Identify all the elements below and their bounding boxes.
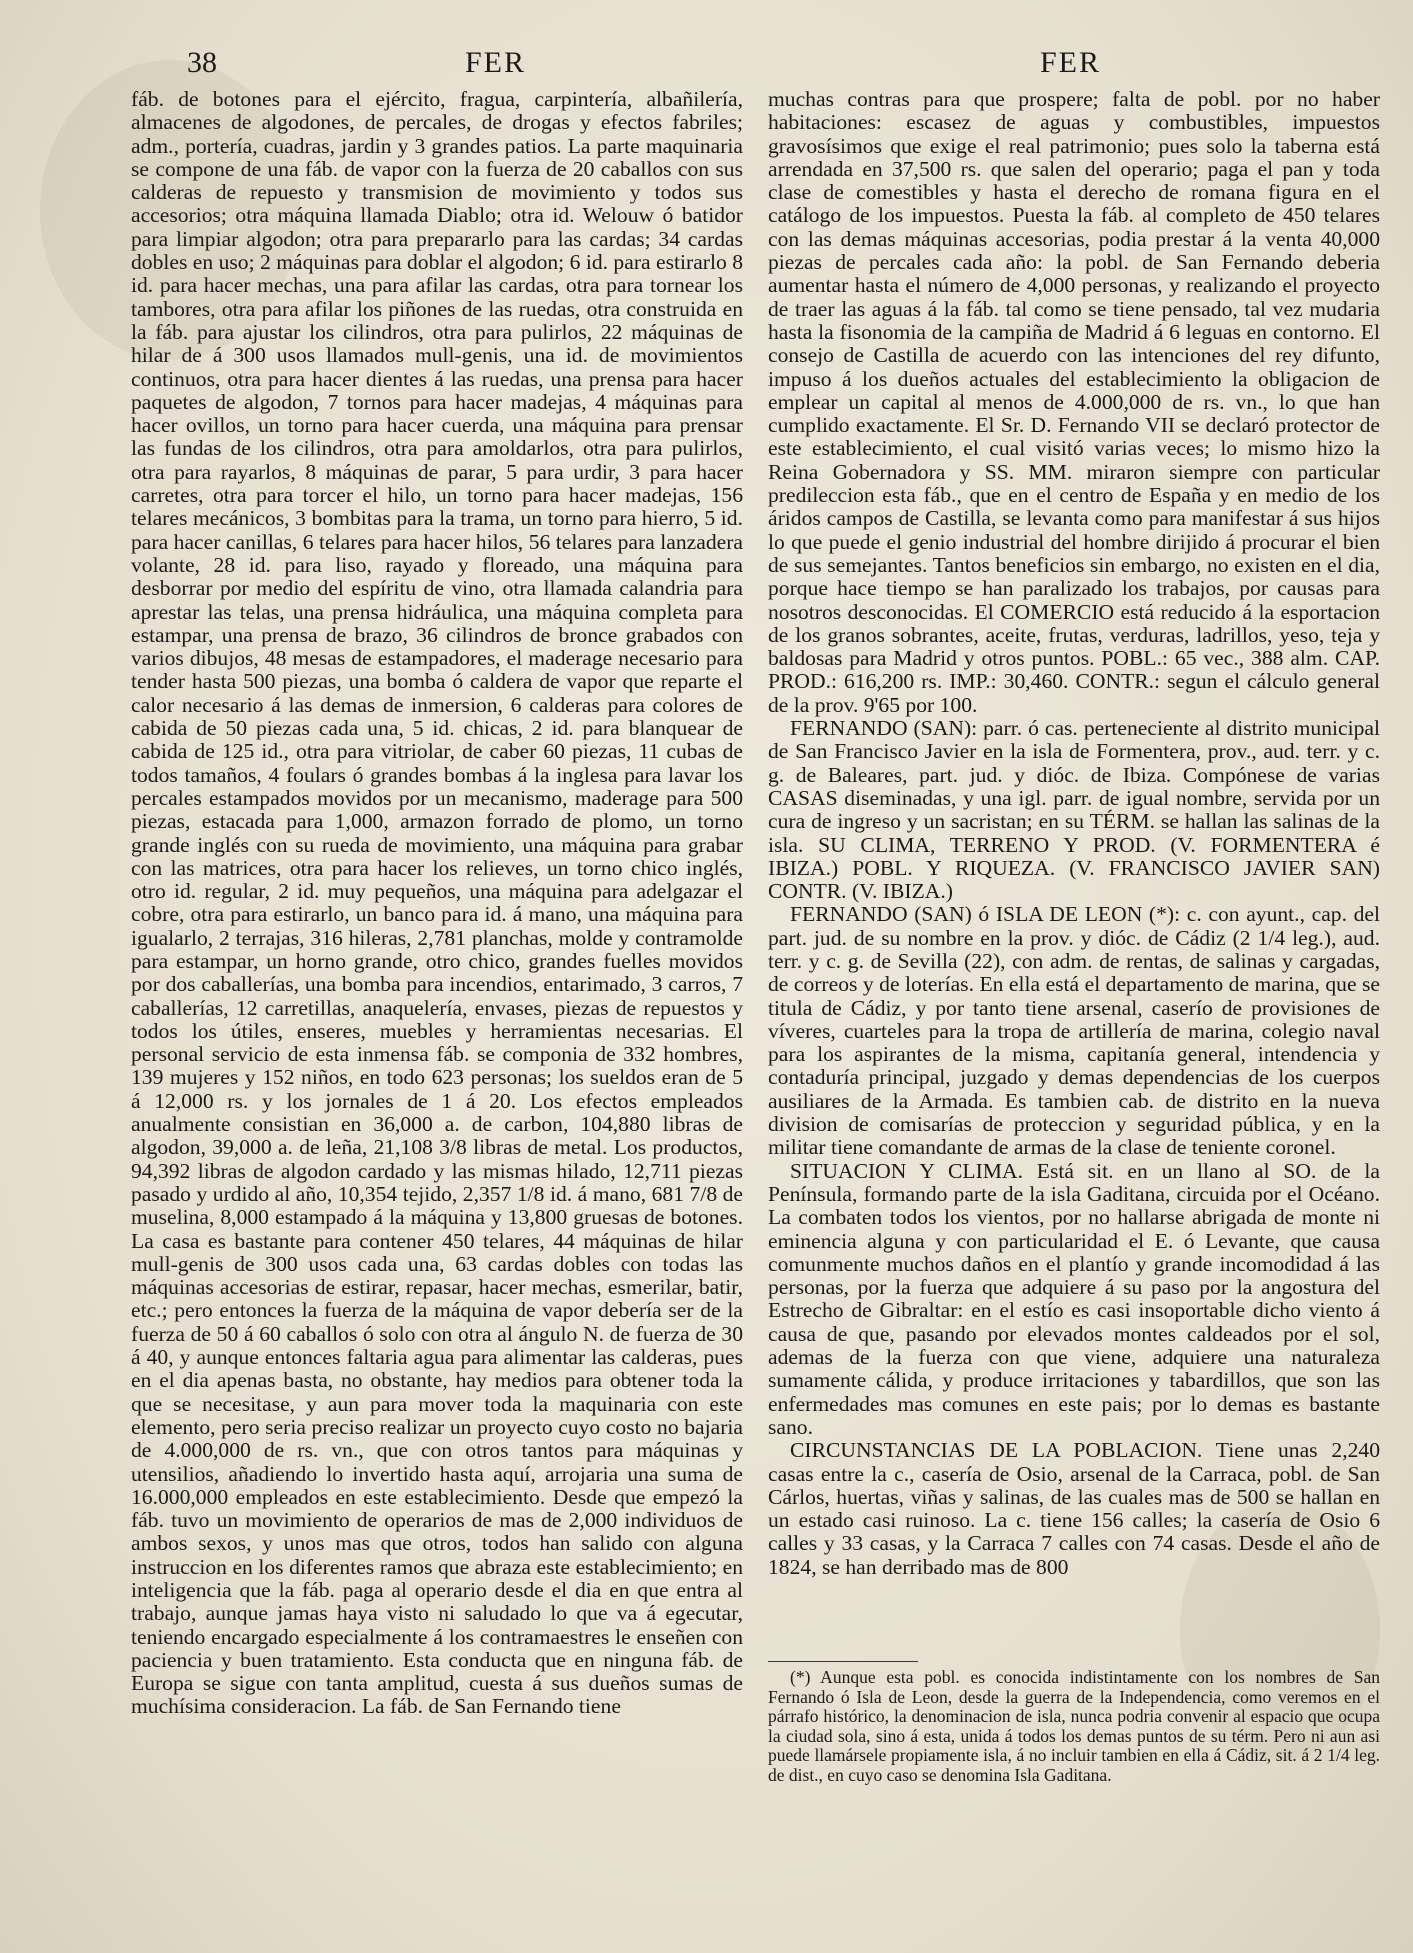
footnote — [768, 1668, 1380, 1786]
footnote-text: (*) Aunque esta pobl. es conocida indistintamente con los nombres de San Fernando ó Isla de Leon, desde la guerra de la Independencia, como veremos en el párrafo histórico, la denominacion de isla, nunca podria convenir al espacio que ocupa la ciudad sola, sino á esta, unida á todos los demas puntos de su térm. Pero ni aun asi puede llamársele propiamente isla, á no incluir tambien en ella á Cádiz, sit. á 2 1/4 leg. de dist., en cuyo caso se denomina Isla Gaditana. — [768, 1667, 1380, 1785]
running-head-right: FER — [1040, 46, 1102, 79]
page-number: 38 — [187, 46, 217, 79]
section-circunstancias-de-la-poblacion: CIRCUNSTANCIAS DE LA POBLACION. Tiene unas 2,240 casas entre la c., casería de Osio, arsenal de la Carraca, pobl. de San Cárlos, huertas, viñas y salinas, de las cuales mas de 500 se hallan en un estado casi ruinoso. La c. tiene 156 calles; la casería de Osio 6 calles y 33 casas, y la Carraca 7 calles con 74 casas. Desde el año de 1824, se han derribado mas de 800 — [768, 1438, 1380, 1579]
paragraph: muchas contras para que prospere; falta de pobl. por no haber habitaciones: escasez de aguas y combustibles, impuestos gravosísimos que exige el real patrimonio; pues solo la taberna está arrendada en 37,500 rs. que salen del operario; paga el pan y toda clase de comestibles y hasta el derecho de romana figura en el catálogo de los impuestos. Puesta la fáb. al completo de 450 telares con las demas máquinas accesorias, podia prestar á la venta 40,000 piezas de percales cada año: la pobl. de San Fernando deberia aumentar hasta el número de 4,000 personas, y realizando el proyecto de traer las aguas á la fáb. tal como se tiene pensado, tal vez mudaria hasta la fisonomia de la campiña de Madrid á 6 leguas en contorno. El consejo de Castilla de acuerdo con las intenciones del rey difunto, impuso á los dueños actuales del establecimiento la obligacion de emplear un capital al menos de 4.000,000 de rs. vn., lo que han cumplido exactamente. El Sr. D. Fernando VII se declaró protector de este establecimiento, el cual visitó varias veces; lo mismo hizo la Reina Gobernadora y SS. MM. miraron siempre con particular predileccion esta fáb., que en el centro de España y en medio de los áridos campos de Castilla, se levanta como para manifestar á sus hijos lo que puede el genio industrial del hombre dirijido á procurar el bien de sus semejantes. Tantos beneficios sin embargo, no existen en el dia, porque hace tiempo se han paralizado los trabajos, por causas para nosotros desconocidas. El COMERCIO está reducido á la esportacion de los granos sobrantes, aceite, frutas, verduras, ladrillos, yeso, teja y baldosas para Madrid y otros puntos. POBL.: 65 vec., 388 alm. CAP. PROD.: 616,200 rs. IMP.: 30,460. CONTR.: segun el cálculo general de la prov. 9'65 por 100. — [768, 87, 1380, 717]
paragraph: fáb. de botones para el ejército, fragua, carpintería, albañilería, almacenes de algodones, de percales, de drogas y efectos fabriles; adm., portería, cuadras, jardin y 3 grandes patios. La parte maquinaria se compone de una fáb. de vapor con la fuerza de 20 caballos con sus calderas de repuesto y transmision de movimiento y todos sus accesorios; otra máquina llamada Diablo; otra id. Welouw ó batidor para limpiar algodon; otra para prepararlo para las cardas; 34 cardas dobles en uso; 2 máquinas para doblar el algodon; 6 id. para estirarlo 8 id. para hacer mechas, una para afilar las cardas, otra para tornear los tambores, otra para afilar los piñones de las ruedas, otra construida en la fáb. para ajustar los cilindros, otra para pulirlos, 22 máquinas de hilar de á 300 usos llamados mull-genis, una id. de movimientos continuos, otra para hacer dientes á las ruedas, una prensa para hacer paquetes de algodon, 7 tornos para hacer madejas, 4 máquinas para hacer ovillos, un torno para hacer cuerda, una máquina para prensar las fundas de los cilindros, otra para amoldarlos, otra para pulirlos, otra para rayarlos, 8 máquinas de parar, 5 para urdir, 3 para hacer carretes, otra para torcer el hilo, un torno para hacer madejas, 156 telares mecánicos, 3 bombitas para la trama, un torno para hierro, 5 id. para hacer canillas, 6 telares para hacer hilos, 56 telares para lanzadera volante, 28 id. para liso, rayado y floreado, una máquina para desborrar por medio del espíritu de vino, otra llamada calandria para aprestar las telas, una prensa hidráulica, una máquina completa para estampar, una prensa de brazo, 36 cilindros de bronce grabados con varios dibujos, 48 mesas de estampadores, el maderage necesario para tender hasta 500 piezas, una bomba ó caldera de vapor que reparte el calor necesario á las demas de inmersion, 6 calderas para colores de cabida de 50 piezas cada una, 5 id. chicas, 2 id. para blanquear de cabida de 125 id., otra para vitriolar, de caber 60 piezas, 11 cubas de todos tamaños, 4 foulars ó grandes bombas á la inglesa para lavar los percales estampados movidos por un mecanismo, maderage para 500 piezas, estacada para 1,000, armazon forrado de plomo, un torno grande inglés con su rueda de movimiento, una máquina para grabar con las matrices, otra para hacer los relieves, un torno chico inglés, otro id. regular, 2 id. muy pequeños, una máquina para adelgazar el cobre, otra para estirarlo, un banco para id. á mano, una máquina para igualarlo, 2 terrajas, 316 hileras, 2,781 planchas, molde y contramolde para estampar, un horno grande, otro chico, grandes fuelles movidos por dos caballerías, una bomba para incendios, entarimado, 3 carros, 7 caballerías, 12 carretillas, anaquelería, envases, piezas de repuestos y todos los útiles, enseres, muebles y herramientas necesarias. El personal servicio de esta inmensa fáb. se componia de 332 hombres, 139 mujeres y 152 niños, en todo 623 personas; los sueldos eran de 5 á 12,000 rs. y los jornales de 1 á 20. Los efectos empleados anualmente consistian en 36,000 a. de carbon, 104,880 libras de algodon, 39,000 a. de leña, 21,108 3/8 libras de metal. Los productos, 94,392 libras de algodon cardado y las mismas hilado, 12,711 piezas pasado y urdido al año, 10,354 tejido, 2,357 1/8 id. á mano, 681 7/8 de muselina, 8,000 estampado á la máquina y 13,800 gruesas de botones. La casa es bastante para contener 450 telares, 44 máquinas de hilar mull-genis de 300 usos cada una, 63 cardas dobles con todas las máquinas accesorias de estirar, repasar, hacer mechas, esmerilar, batir, etc.; pero entonces la fuerza de la máquina de vapor debería ser de la fuerza de 50 á 60 caballos ó solo con otra al ángulo N. de fuerza de 30 á 40, y aunque entonces faltaria agua para alimentar las calderas, pues en el dia apenas basta, no obstante, hay medios para obtener toda la que se necesitase, y aun para mover toda la maquinaria con este elemento, pero seria preciso realizar un proyecto cuyo costo no bajaria de 4.000,000 de rs. vn., que con otros tantos para máquinas y utensilios, añadiendo lo invertido hasta aquí, arrojaria una suma de 16.000,000 empleados en este establecimiento. Desde que empezó la fáb. tuvo un movimiento de operarios de mas de 2,000 individuos de ambos sexos, y unos mas que otros, todos han salido con alguna instruccion en los diferentes ramos que abraza este establecimiento; en inteligencia que la fáb. paga al operario desde el dia en que entra al trabajo, aunque jamas haya visto ni saludado lo que va á egecutar, teniendo encargado especialmente á los contramaestres le enseñen con paciencia y buen tratamiento. Esta conducta que en ninguna fáb. de Europa se sigue con tanta amplitud, cuesta á sus dueños sumas de muchísima consideracion. La fáb. de San Fernando tiene — [131, 87, 743, 1719]
entry-fernando-san-formentera: FERNANDO (SAN): parr. ó cas. perteneciente al distrito municipal de San Francisco Javier en la isla de Formentera, prov., aud. terr. y c. g. de Baleares, part. jud. y dióc. de Ibiza. Compónese de varias CASAS diseminadas, y una igl. parr. de igual nombre, servida por un cura de ingreso y un sacristan; en su TÉRM. se hallan las salinas de la isla. SU CLIMA, TERRENO Y PROD. (V. FORMENTERA é IBIZA.) POBL. Y RIQUEZA. (V. FRANCISCO JAVIER SAN) CONTR. (V. IBIZA.) — [768, 716, 1380, 904]
footnote-rule — [768, 1661, 918, 1662]
running-head-left: FER — [465, 46, 527, 79]
left-column — [131, 88, 743, 1719]
section-situacion-y-clima: SITUACION Y CLIMA. Está sit. en un llano al SO. de la Península, formando parte de la isla Gaditana, circuida por el Océano. La combaten todos los vientos, por no hallarse abrigada de monte ni eminencia alguna y con particularidad el E. ó Levante, que causa comunmente muchos daños en el plantío y grande incomodidad á las personas, por la fuerza que adquiere á su paso por la angostura del Estrecho de Gibraltar: en el estío es casi insoportable dicho viento á causa de que, pasando por elevados montes caldeados por el sol, ademas de la fuerza con que viene, adquiere una naturaleza sumamente cálida, y produce irritaciones y tabardillos, que son las enfermedades mas comunes en este pais; por lo demas es bastante sano. — [768, 1158, 1380, 1439]
entry-fernando-san-isla-de-leon: FERNANDO (SAN) ó ISLA DE LEON (*): c. con ayunt., cap. del part. jud. de su nombre en la prov. y dióc. de Cádiz (2 1/4 leg.), aud. terr. y c. g. de Sevilla (22), con adm. de rentas, de salinas y cargadas, de correos y de loterías. En ella está el departamento de marina, que se titula de Cádiz, y por tanto tiene arsenal, caserío de provisiones de víveres, cuarteles para la tropa de artillería de marina, colegio naval para los aspirantes de la misma, capitanía general, intendencia y contaduría principal, juzgado y demas dependencias de los cuerpos ausiliares de la Armada. Es tambien cab. de distrito en la nueva division de comisarías de proteccion y seguridad pública, y en la militar tiene comandante de armas de la clase de teniente coronel. — [768, 902, 1380, 1160]
page-header — [0, 46, 1413, 86]
right-column — [768, 88, 1380, 1579]
